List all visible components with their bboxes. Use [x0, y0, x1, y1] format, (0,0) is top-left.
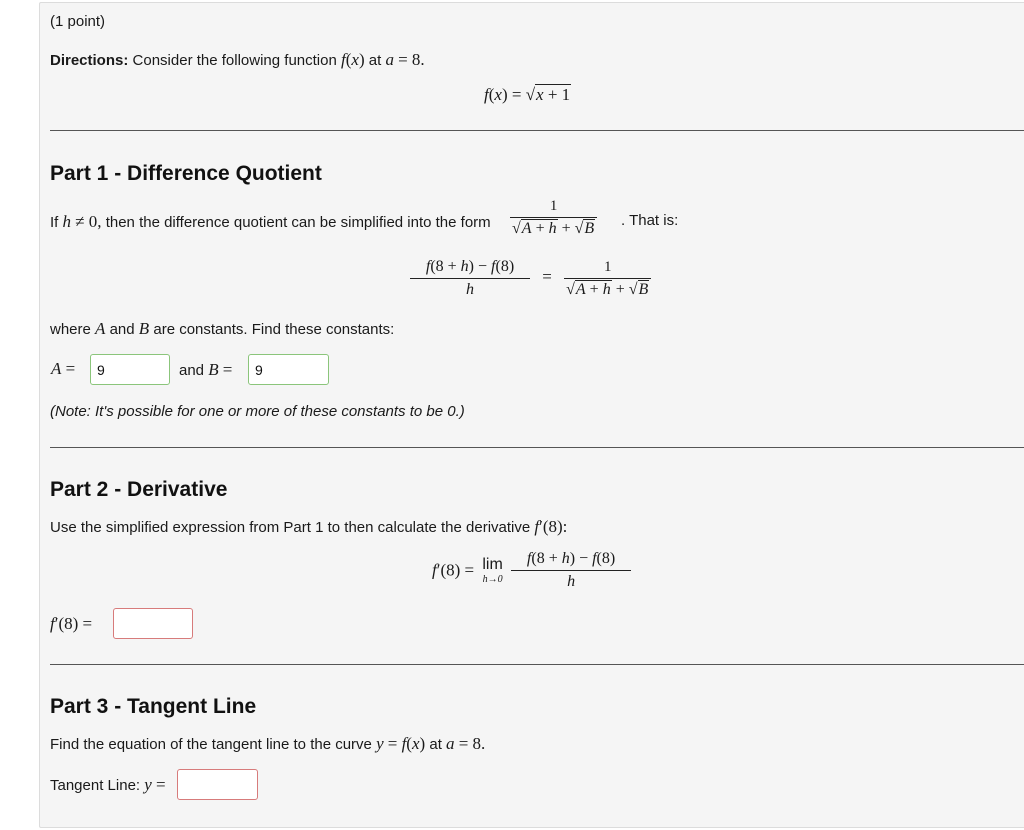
b-input[interactable] — [248, 354, 329, 385]
lim-subscript: h→0 — [482, 574, 503, 585]
directions-text: Consider the following function — [132, 52, 337, 69]
derivative-answer-label: f′(8) = — [50, 614, 93, 633]
part2-text: Use the simplified expression from Part 1 to then calculate the derivative f′(8): — [50, 517, 568, 536]
where-text: where A and B are constants. Find these constants: — [50, 319, 395, 338]
part1-heading: Part 1 - Difference Quotient — [50, 162, 322, 185]
tangent-line-input[interactable] — [177, 769, 258, 800]
tangent-line-label: Tangent Line: y = — [50, 775, 166, 794]
directions-line: Directions: Consider the following function f(x) at a = 8. — [50, 50, 425, 69]
divider — [50, 664, 1024, 665]
a-label: A = — [51, 359, 76, 378]
divider — [50, 130, 1024, 131]
part1-intro: If h ≠ 0, then the difference quotient can be simplified into the form — [50, 212, 491, 231]
derivative-input[interactable] — [113, 608, 193, 639]
part3-text: Find the equation of the tangent line to the curve y = f(x) at a = 8. — [50, 734, 486, 753]
function-equation: f(x) = √x + 1 — [484, 85, 571, 104]
divider — [50, 447, 1024, 448]
a-input[interactable] — [90, 354, 170, 385]
and-b-label: and B = — [179, 360, 233, 379]
part2-heading: Part 2 - Derivative — [50, 478, 228, 501]
directions-label: Directions: — [50, 52, 129, 69]
form-fraction: $\frac{1}{√A + h + √B}$ — [510, 198, 597, 238]
directions-at: at — [368, 52, 382, 69]
lim-label: lim — [482, 556, 503, 573]
that-is-text: . That is: — [621, 212, 679, 229]
points-label: (1 point) — [50, 13, 106, 30]
a-value: 8 — [411, 50, 421, 69]
sqrt-expression: √x + 1 — [525, 85, 571, 104]
fx-symbol: f — [341, 50, 346, 69]
part1-intro-text: then the difference quotient can be simplified into the form — [105, 214, 491, 231]
note-text: (Note: It's possible for one or more of these constants to be 0.) — [50, 403, 465, 420]
difference-quotient-equation: $\frac{f(8 + h) - f(8)}{h}$ = $\frac{1}{√A + h + √B}$ — [410, 258, 651, 299]
part3-heading: Part 3 - Tangent Line — [50, 695, 257, 718]
derivative-limit-equation: f′(8) = lim h→0 $\frac{f(8 + h) - f(8)}{h}$ — [432, 550, 631, 591]
